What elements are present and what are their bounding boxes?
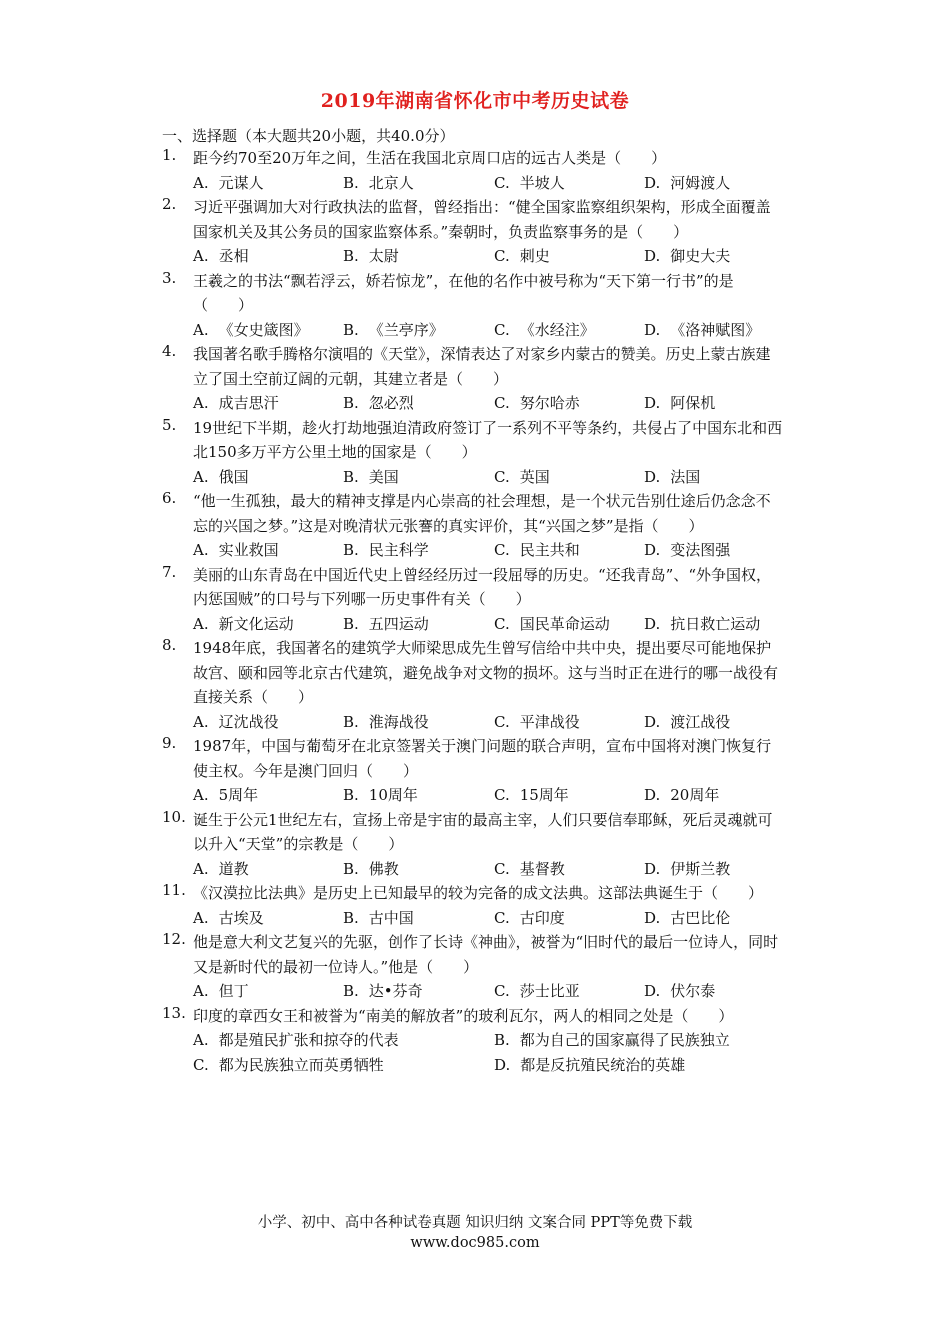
option-letter: C. bbox=[193, 1055, 209, 1074]
option-text: 佛教 bbox=[368, 859, 399, 878]
option-letter: D. bbox=[644, 541, 661, 559]
option-letter: B. bbox=[343, 247, 359, 265]
option-letter: B. bbox=[343, 541, 359, 559]
question-number: 4. bbox=[162, 342, 177, 360]
option-letter: A. bbox=[193, 908, 209, 927]
option-row bbox=[0, 244, 950, 269]
option-row bbox=[0, 391, 950, 416]
question-number: 10. bbox=[162, 807, 186, 826]
question-text: 1948年底，我国著名的建筑学大师梁思成先生曾写信给中共中央，提出要尽可能地保护故宫、颐和园等北京古代建筑，避免战争对文物的损坏。这与当时正在进行的哪一战役有直接关系（ ） bbox=[193, 639, 779, 706]
question-number: 6. bbox=[162, 489, 177, 507]
question-item bbox=[0, 636, 950, 734]
answer-option[interactable] bbox=[494, 979, 580, 1004]
answer-option[interactable] bbox=[343, 391, 414, 416]
answer-option[interactable] bbox=[343, 171, 414, 196]
option-text: 古巴比伦 bbox=[670, 908, 731, 927]
answer-option[interactable] bbox=[644, 171, 730, 196]
answer-option[interactable] bbox=[494, 171, 565, 196]
answer-option[interactable] bbox=[193, 391, 279, 416]
option-letter: B. bbox=[343, 614, 359, 633]
page-footer bbox=[0, 1213, 950, 1253]
answer-option[interactable] bbox=[193, 857, 249, 882]
option-letter: A. bbox=[193, 173, 209, 192]
answer-option[interactable] bbox=[644, 857, 730, 882]
option-text: 达•芬奇 bbox=[368, 982, 423, 1000]
answer-option[interactable] bbox=[494, 244, 550, 269]
option-text: 古埃及 bbox=[218, 908, 264, 927]
question-text: 1987年，中国与葡萄牙在北京签署关于澳门问题的联合声明，宣布中国将对澳门恢复行使主权。今年是澳门回归（ ） bbox=[193, 737, 772, 780]
option-text: 平津战役 bbox=[519, 712, 580, 731]
question-item bbox=[0, 195, 950, 269]
answer-option[interactable] bbox=[644, 244, 730, 269]
question-text: 19世纪下半期，趁火打劫地强迫清政府签订了一系列不平等条约，共侵占了中国东北和西北150多万平方公里土地的国家是（ ） bbox=[193, 418, 783, 461]
option-letter: D. bbox=[644, 859, 661, 878]
question-number: 12. bbox=[162, 930, 186, 948]
option-letter: B. bbox=[343, 712, 359, 731]
answer-option[interactable] bbox=[343, 318, 444, 343]
answer-option[interactable] bbox=[644, 318, 760, 343]
option-text: 五四运动 bbox=[368, 614, 429, 633]
answer-option[interactable] bbox=[644, 612, 760, 637]
answer-option[interactable] bbox=[343, 538, 429, 563]
option-text: 淮海战役 bbox=[368, 712, 429, 731]
option-letter: D. bbox=[644, 712, 661, 731]
option-letter: B. bbox=[494, 1031, 510, 1049]
option-text: 俄国 bbox=[218, 467, 249, 486]
question-text: 美丽的山东青岛在中国近代史上曾经经历过一段屈辱的历史。“还我青岛”、“外争国权，内惩国贼”的口号与下列哪一历史事件有关（ ） bbox=[193, 565, 772, 608]
option-text: 阿保机 bbox=[670, 394, 716, 412]
option-letter: B. bbox=[343, 394, 359, 412]
option-row bbox=[0, 465, 950, 490]
question-list bbox=[0, 146, 950, 1077]
option-text: 努尔哈赤 bbox=[519, 394, 580, 412]
answer-option[interactable] bbox=[494, 710, 580, 735]
option-letter: D. bbox=[644, 786, 661, 804]
answer-option[interactable] bbox=[343, 857, 399, 882]
answer-option[interactable] bbox=[494, 391, 580, 416]
answer-option[interactable] bbox=[494, 906, 565, 931]
option-row bbox=[0, 783, 950, 808]
answer-option[interactable] bbox=[644, 979, 715, 1004]
question-number: 7. bbox=[162, 562, 177, 581]
option-text: 河姆渡人 bbox=[670, 173, 731, 192]
answer-option[interactable] bbox=[193, 538, 279, 563]
option-text: 都为民族独立而英勇牺牲 bbox=[218, 1055, 384, 1074]
answer-option[interactable] bbox=[644, 906, 730, 931]
option-letter: C. bbox=[494, 467, 510, 486]
answer-option[interactable] bbox=[343, 465, 399, 490]
option-text: 民主共和 bbox=[519, 541, 580, 559]
option-text: 道教 bbox=[218, 859, 249, 878]
answer-option[interactable] bbox=[644, 391, 715, 416]
option-letter: D. bbox=[644, 173, 661, 192]
option-text: 丞相 bbox=[218, 247, 249, 265]
question-item bbox=[0, 489, 950, 563]
question-item bbox=[0, 930, 950, 1004]
question-text: 印度的章西女王和被誉为“南美的解放者”的玻利瓦尔，两人的相同之处是（ ） bbox=[193, 1006, 734, 1025]
option-text: 北京人 bbox=[368, 173, 414, 192]
option-text: 元谋人 bbox=[218, 173, 264, 192]
question-text: 王羲之的书法“飘若浮云，娇若惊龙”，在他的名作中被号称为“天下第一行书”的是（ ） bbox=[193, 271, 734, 314]
option-row bbox=[0, 612, 950, 637]
option-letter: D. bbox=[644, 982, 661, 1000]
answer-option[interactable] bbox=[644, 465, 700, 490]
option-letter: A. bbox=[193, 712, 209, 731]
option-letter: B. bbox=[343, 786, 359, 804]
option-text: 《水经注》 bbox=[519, 320, 595, 339]
section-heading: 一、选择题（本大题共20小题，共40.0分） bbox=[162, 127, 455, 145]
answer-option[interactable] bbox=[494, 465, 550, 490]
option-text: 10周年 bbox=[368, 786, 418, 804]
answer-option[interactable] bbox=[193, 318, 309, 343]
question-text: 距今约70至20万年之间，生活在我国北京周口店的远古人类是（ ） bbox=[193, 149, 667, 167]
option-letter: C. bbox=[494, 786, 510, 804]
option-letter: A. bbox=[193, 394, 209, 412]
option-letter: C. bbox=[494, 982, 510, 1000]
question-item bbox=[0, 416, 950, 490]
answer-option[interactable] bbox=[343, 244, 399, 269]
question-item bbox=[0, 1004, 950, 1078]
answer-option[interactable] bbox=[193, 1028, 399, 1053]
option-letter: D. bbox=[644, 320, 661, 339]
option-letter: C. bbox=[494, 247, 510, 265]
option-text: 法国 bbox=[670, 467, 701, 486]
option-letter: B. bbox=[343, 859, 359, 878]
option-letter: A. bbox=[193, 1031, 209, 1049]
answer-option[interactable] bbox=[193, 710, 279, 735]
option-letter: C. bbox=[494, 908, 510, 927]
question-text: 习近平强调加大对行政执法的监督，曾经指出：“健全国家监察组织架构，形成全面覆盖国家机关及其公务员的国家监察体系。”秦朝时，负责监察事务的是（ ） bbox=[193, 198, 771, 241]
question-text: 我国著名歌手腾格尔演唱的《天堂》，深情表达了对家乡内蒙古的赞美。历史上蒙古族建立了国土空前辽阔的元朝，其建立者是（ ） bbox=[193, 345, 771, 388]
option-text: 伏尔泰 bbox=[670, 982, 716, 1000]
option-row bbox=[0, 906, 950, 931]
question-number: 3. bbox=[162, 268, 177, 287]
option-text: 实业救国 bbox=[218, 541, 279, 559]
option-text: 成吉思汗 bbox=[218, 394, 279, 412]
option-row bbox=[0, 1053, 950, 1078]
option-letter: A. bbox=[193, 982, 209, 1000]
answer-option[interactable] bbox=[343, 979, 423, 1004]
option-text: 《兰亭序》 bbox=[368, 320, 444, 339]
question-text: 他是意大利文艺复兴的先驱，创作了长诗《神曲》，被誉为“旧时代的最后一位诗人，同时又是新时代的最初一位诗人。”他是（ ） bbox=[193, 933, 779, 976]
question-item bbox=[0, 563, 950, 637]
answer-option[interactable] bbox=[343, 906, 414, 931]
option-text: 刺史 bbox=[519, 247, 550, 265]
question-text: 诞生于公元1世纪左右，宣扬上帝是宇宙的最高主宰，人们只要信奉耶稣，死后灵魂就可以升入“天堂”的宗教是（ ） bbox=[193, 810, 773, 853]
question-item bbox=[0, 734, 950, 808]
option-row bbox=[0, 318, 950, 343]
option-letter: B. bbox=[343, 320, 359, 339]
option-letter: C. bbox=[494, 859, 510, 878]
answer-option[interactable] bbox=[343, 783, 418, 808]
answer-option[interactable] bbox=[343, 710, 429, 735]
option-letter: B. bbox=[343, 467, 359, 486]
question-number: 2. bbox=[162, 195, 177, 213]
option-text: 伊斯兰教 bbox=[670, 859, 731, 878]
option-text: 新文化运动 bbox=[218, 614, 294, 633]
answer-option[interactable] bbox=[193, 783, 258, 808]
footer-text: 小学、初中、高中各种试卷真题 知识归纳 文案合同 PPT等免费下载 bbox=[257, 1215, 693, 1231]
option-letter: D. bbox=[644, 394, 661, 412]
option-text: 古印度 bbox=[519, 908, 565, 927]
answer-option[interactable] bbox=[644, 538, 730, 563]
answer-option[interactable] bbox=[494, 538, 580, 563]
answer-option[interactable] bbox=[193, 244, 249, 269]
answer-option[interactable] bbox=[494, 612, 610, 637]
option-text: 太尉 bbox=[368, 247, 399, 265]
option-row bbox=[0, 1028, 950, 1053]
option-text: 5周年 bbox=[218, 786, 259, 804]
option-letter: C. bbox=[494, 712, 510, 731]
option-text: 都是反抗殖民统治的英雄 bbox=[520, 1055, 686, 1074]
option-letter: A. bbox=[193, 467, 209, 486]
footer-url: www.doc985.com bbox=[410, 1235, 540, 1251]
question-number: 11. bbox=[162, 881, 186, 899]
option-letter: A. bbox=[193, 614, 209, 633]
answer-option[interactable] bbox=[193, 906, 264, 931]
option-letter: D. bbox=[644, 247, 661, 265]
answer-option[interactable] bbox=[494, 857, 565, 882]
option-text: 但丁 bbox=[218, 982, 249, 1000]
answer-option[interactable] bbox=[343, 612, 429, 637]
question-item bbox=[0, 808, 950, 882]
answer-option[interactable] bbox=[494, 1053, 685, 1078]
option-row bbox=[0, 538, 950, 563]
question-number: 13. bbox=[162, 1003, 186, 1022]
option-text: 15周年 bbox=[519, 786, 569, 804]
option-letter: A. bbox=[193, 247, 209, 265]
option-letter: C. bbox=[494, 614, 510, 633]
question-item bbox=[0, 146, 950, 195]
answer-option[interactable] bbox=[193, 979, 249, 1004]
option-letter: B. bbox=[343, 908, 359, 927]
option-letter: C. bbox=[494, 173, 510, 192]
option-text: 英国 bbox=[519, 467, 550, 486]
option-text: 渡江战役 bbox=[670, 712, 731, 731]
option-row bbox=[0, 710, 950, 735]
answer-option[interactable] bbox=[494, 783, 569, 808]
option-letter: A. bbox=[193, 859, 209, 878]
option-text: 《洛神赋图》 bbox=[670, 320, 761, 339]
option-text: 御史大夫 bbox=[670, 247, 731, 265]
answer-option[interactable] bbox=[494, 318, 595, 343]
option-letter: C. bbox=[494, 394, 510, 412]
question-number: 5. bbox=[162, 415, 177, 434]
answer-option[interactable] bbox=[193, 1053, 384, 1078]
question-number: 1. bbox=[162, 146, 177, 164]
answer-option[interactable] bbox=[193, 465, 249, 490]
exam-title: 2019年湖南省怀化市中考历史试卷 bbox=[320, 90, 630, 112]
answer-option[interactable] bbox=[494, 1028, 730, 1053]
option-row bbox=[0, 857, 950, 882]
option-text: 都是殖民扩张和掠夺的代表 bbox=[218, 1031, 399, 1049]
option-text: 抗日救亡运动 bbox=[670, 614, 761, 633]
question-text: 《汉漠拉比法典》是历史上已知最早的较为完备的成文法典。这部法典诞生于（ ） bbox=[193, 884, 764, 902]
option-row bbox=[0, 979, 950, 1004]
option-letter: A. bbox=[193, 786, 209, 804]
option-letter: A. bbox=[193, 320, 209, 339]
option-text: 半坡人 bbox=[519, 173, 565, 192]
option-letter: A. bbox=[193, 541, 209, 559]
option-letter: C. bbox=[494, 541, 510, 559]
option-text: 《女史箴图》 bbox=[218, 320, 309, 339]
option-text: 莎士比亚 bbox=[519, 982, 580, 1000]
option-letter: D. bbox=[644, 467, 661, 486]
option-row bbox=[0, 171, 950, 196]
answer-option[interactable] bbox=[193, 612, 294, 637]
option-text: 忽必烈 bbox=[368, 394, 414, 412]
option-text: 民主科学 bbox=[368, 541, 429, 559]
answer-option[interactable] bbox=[193, 171, 264, 196]
question-item bbox=[0, 269, 950, 343]
answer-option[interactable] bbox=[644, 783, 719, 808]
option-letter: D. bbox=[644, 614, 661, 633]
option-letter: D. bbox=[494, 1055, 511, 1074]
question-item bbox=[0, 342, 950, 416]
option-text: 基督教 bbox=[519, 859, 565, 878]
option-letter: B. bbox=[343, 982, 359, 1000]
question-text: “他一生孤独，最大的精神支撑是内心崇高的社会理想，是一个状元告别仕途后仍念念不忘的兴国之梦。”这是对晚清状元张謇的真实评价，其“兴国之梦”是指（ ） bbox=[193, 492, 771, 535]
option-text: 美国 bbox=[368, 467, 399, 486]
option-text: 变法图强 bbox=[670, 541, 731, 559]
option-text: 古中国 bbox=[368, 908, 414, 927]
option-text: 都为自己的国家赢得了民族独立 bbox=[519, 1031, 730, 1049]
option-letter: C. bbox=[494, 320, 510, 339]
option-text: 国民革命运动 bbox=[519, 614, 610, 633]
question-number: 8. bbox=[162, 636, 177, 654]
option-text: 辽沈战役 bbox=[218, 712, 279, 731]
question-item bbox=[0, 881, 950, 930]
option-letter: B. bbox=[343, 173, 359, 192]
option-text: 20周年 bbox=[670, 786, 720, 804]
option-letter: D. bbox=[644, 908, 661, 927]
answer-option[interactable] bbox=[644, 710, 730, 735]
question-number: 9. bbox=[162, 734, 177, 752]
